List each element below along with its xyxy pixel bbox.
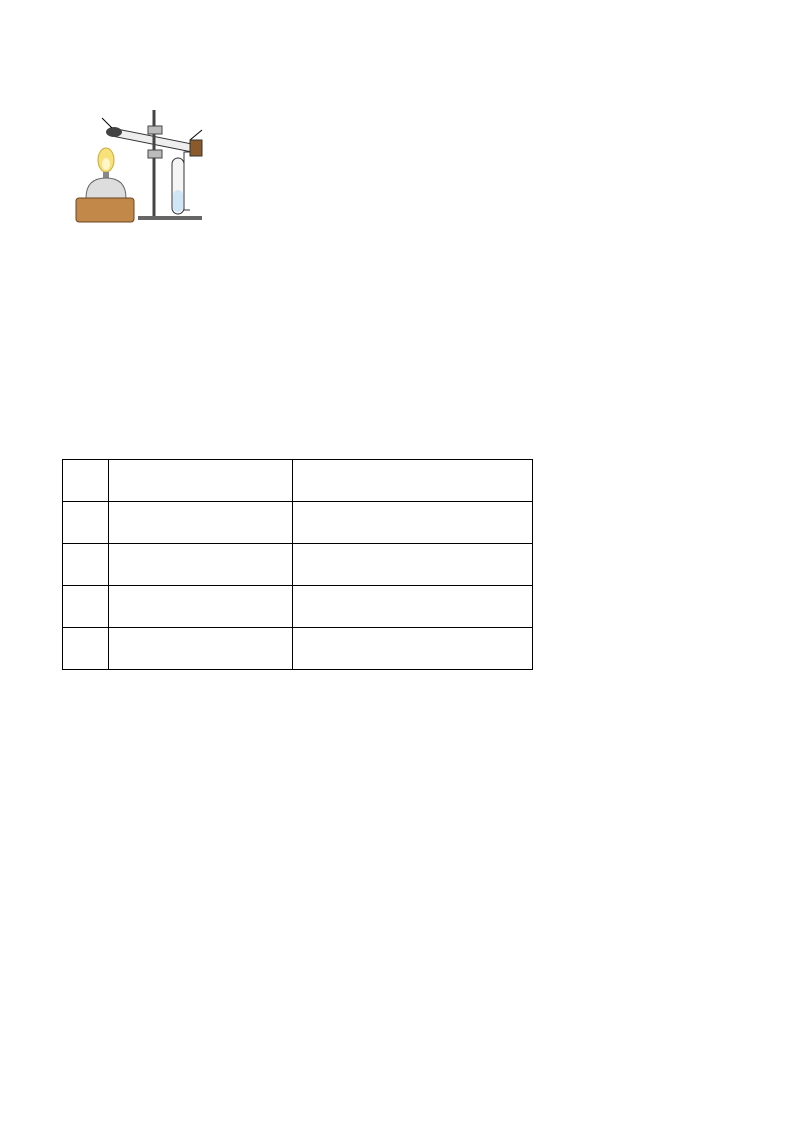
table-cell xyxy=(293,502,533,544)
table-cell xyxy=(293,544,533,586)
apparatus-figure xyxy=(72,100,242,226)
table-row xyxy=(63,544,533,586)
table-cell xyxy=(109,502,293,544)
table-cell xyxy=(293,586,533,628)
table-cell xyxy=(293,628,533,670)
table-row xyxy=(63,628,533,670)
q12-table xyxy=(62,459,533,670)
table-cell xyxy=(109,544,293,586)
table-cell xyxy=(63,502,109,544)
table-cell xyxy=(109,628,293,670)
header-cell xyxy=(109,460,293,502)
table-header-row xyxy=(63,460,533,502)
table-cell xyxy=(109,586,293,628)
header-cell xyxy=(293,460,533,502)
header-cell xyxy=(63,460,109,502)
solubility-chart xyxy=(70,700,230,868)
table-row xyxy=(63,586,533,628)
table-cell xyxy=(63,544,109,586)
table-cell xyxy=(63,586,109,628)
table-cell xyxy=(63,628,109,670)
table-row xyxy=(63,502,533,544)
